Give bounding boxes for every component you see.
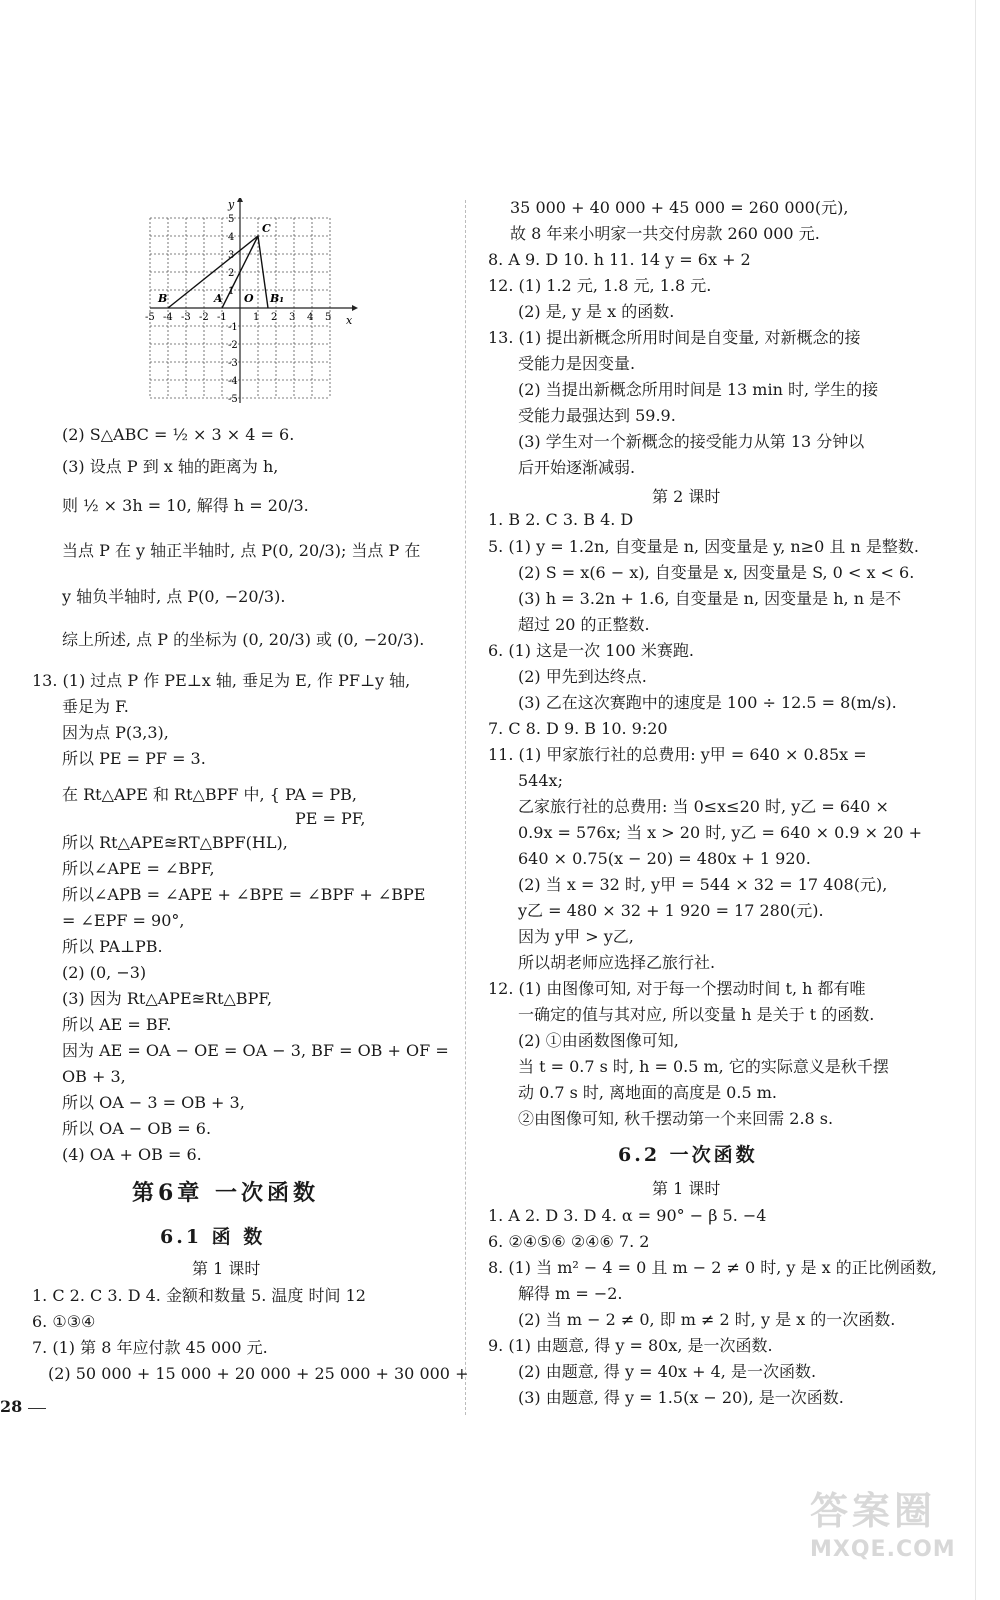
right-line-21: 11. (1) 甲家旅行社的总费用: y甲 = 640 × 0.85x = (488, 745, 867, 764)
y-tick-label: 2 (228, 268, 235, 279)
left-line-24: 所以 OA − OB = 6. (62, 1119, 212, 1138)
right-line-35: ②由图像可知, 秋千摆动第一个来回需 2.8 s. (518, 1109, 834, 1128)
left-line-23: 所以 OA − 3 = OB + 3, (62, 1093, 245, 1112)
chapter-title: 第6章 一次函数 (132, 1180, 319, 1206)
page-number-rule (28, 1408, 46, 1409)
left-line-1: (2) S△ABC = ½ × 3 × 4 = 6. (62, 425, 295, 444)
right-line-22: 544x; (518, 771, 563, 790)
left-line-15: 所以∠APB = ∠APE + ∠BPE = ∠BPF + ∠BPE (62, 885, 426, 904)
answers-line-1: 1. C 2. C 3. D 4. 金额和数量 5. 温度 时间 12 (32, 1286, 366, 1305)
y-tick-label: 4 (228, 232, 235, 243)
y-tick-label: 3 (228, 250, 235, 261)
right-line-2: 故 8 年来小明家一共交付房款 260 000 元. (510, 224, 820, 243)
left-line-8: 垂足为 F. (62, 697, 129, 716)
column-divider (465, 200, 466, 1415)
right-line-43: (3) 由题意, 得 y = 1.5(x − 20), 是一次函数. (518, 1388, 844, 1407)
y-tick-label: 1 (228, 286, 235, 297)
left-line-5: y 轴负半轴时, 点 P(0, −20/3). (62, 587, 286, 606)
lesson-3-title: 第 1 课时 (652, 1179, 721, 1198)
right-line-38: 8. (1) 当 m² − 4 = 0 且 m − 2 ≠ 0 时, y 是 x 的正比例函数, (488, 1258, 937, 1277)
y-tick-label: -1 (228, 322, 238, 333)
x-tick-label: 2 (271, 312, 278, 323)
point-b1-label: B₁ (270, 292, 285, 305)
left-line-16: = ∠EPF = 90°, (62, 911, 185, 930)
right-line-32: (2) ①由函数图像可知, (518, 1031, 679, 1050)
y-tick-label: -5 (228, 394, 238, 405)
left-line-13: 所以 Rt△APE≊RT△BPF(HL), (62, 833, 288, 852)
right-line-34: 动 0.7 s 时, 离地面的高度是 0.5 m. (518, 1083, 777, 1102)
right-line-29: 所以胡老师应选择乙旅行社. (518, 953, 716, 972)
right-line-20: 7. C 8. D 9. B 10. 9:20 (488, 719, 668, 738)
left-line-11: 在 Rt△APE 和 Rt△BPF 中, { PA = PB, (62, 785, 358, 804)
left-line-20: 所以 AE = BF. (62, 1015, 172, 1034)
y-tick-label: -3 (228, 358, 238, 369)
y-tick-label: -4 (228, 376, 238, 387)
page-number: 28 (0, 1397, 23, 1416)
y-axis-label: y (228, 198, 235, 211)
left-line-18: (2) (0, −3) (62, 963, 147, 982)
x-tick-label: 1 (253, 312, 260, 323)
right-line-31: 一确定的值与其对应, 所以变量 h 是关于 t 的函数. (518, 1005, 875, 1024)
x-tick-label: -4 (163, 312, 173, 323)
right-line-9: 受能力最强达到 59.9. (518, 406, 676, 425)
coordinate-graph (140, 198, 360, 408)
right-line-25: 640 × 0.75(x − 20) = 480x + 1 920. (518, 849, 811, 868)
left-line-9: 因为点 P(3,3), (62, 723, 169, 742)
left-line-3: 则 ½ × 3h = 10, 解得 h = 20/3. (62, 496, 309, 515)
right-line-28: 因为 y甲 > y乙, (518, 927, 634, 946)
section-2-title: 6.2 一次函数 (618, 1144, 758, 1166)
watermark (810, 1480, 980, 1590)
x-tick-label: -1 (217, 312, 227, 323)
left-line-14: 所以∠APE = ∠BPF, (62, 859, 215, 878)
right-line-40: (2) 当 m − 2 ≠ 0, 即 m ≠ 2 时, y 是 x 的一次函数. (518, 1310, 896, 1329)
right-line-5: (2) 是, y 是 x 的函数. (518, 302, 675, 321)
right-line-41: 9. (1) 由题意, 得 y = 80x, 是一次函数. (488, 1336, 773, 1355)
right-line-37: 6. ②④⑤⑥ ②④⑥ 7. 2 (488, 1232, 650, 1251)
page-edge (975, 0, 1000, 1600)
right-line-7: 受能力是因变量. (518, 354, 636, 373)
left-line-6: 综上所述, 点 P 的坐标为 (0, 20/3) 或 (0, −20/3). (62, 630, 425, 649)
x-tick-label: -5 (145, 312, 155, 323)
left-line-21: 因为 AE = OA − OE = OA − 3, BF = OB + OF = (62, 1041, 449, 1060)
right-line-39: 解得 m = −2. (518, 1284, 623, 1303)
right-line-33: 当 t = 0.7 s 时, h = 0.5 m, 它的实际意义是秋千摆 (518, 1057, 889, 1076)
x-axis-label: x (346, 314, 353, 327)
watermark-url: MXQE.COM (810, 1537, 956, 1562)
point-b-label: B (158, 292, 168, 305)
x-tick-label: 4 (307, 312, 314, 323)
right-line-10: (3) 学生对一个新概念的接受能力从第 13 分钟以 (518, 432, 865, 451)
origin-label: O (244, 292, 254, 305)
left-line-12: PE = PF, (295, 809, 366, 828)
left-line-22: OB + 3, (62, 1067, 126, 1086)
right-line-23: 乙家旅行社的总费用: 当 0≤x≤20 时, y乙 = 640 × (518, 797, 889, 816)
right-line-42: (2) 由题意, 得 y = 40x + 4, 是一次函数. (518, 1362, 817, 1381)
right-line-13: 5. (1) y = 1.2n, 自变量是 n, 因变量是 y, n≥0 且 n 是整数. (488, 537, 919, 556)
x-tick-label: 5 (325, 312, 332, 323)
section-title: 6.1 函 数 (160, 1226, 266, 1248)
right-line-12: 1. B 2. C 3. B 4. D (488, 510, 634, 529)
answers-line-3: 7. (1) 第 8 年应付款 45 000 元. (32, 1338, 268, 1357)
right-line-8: (2) 当提出新概念所用时间是 13 min 时, 学生的接 (518, 380, 879, 399)
right-line-11: 后开始逐渐减弱. (518, 458, 636, 477)
right-line-19: (3) 乙在这次赛跑中的速度是 100 ÷ 12.5 = 8(m/s). (518, 693, 897, 712)
x-tick-label: 3 (289, 312, 296, 323)
point-c-label: C (262, 222, 271, 235)
right-line-1: 35 000 + 40 000 + 45 000 = 260 000(元), (510, 198, 849, 217)
left-line-17: 所以 PA⊥PB. (62, 937, 163, 956)
answers-line-2: 6. ①③④ (32, 1312, 96, 1331)
right-line-18: (2) 甲先到达终点. (518, 667, 647, 686)
right-line-14: (2) S = x(6 − x), 自变量是 x, 因变量是 S, 0 < x < 6. (518, 563, 915, 582)
right-line-26: (2) 当 x = 32 时, y甲 = 544 × 32 = 17 408(元), (518, 875, 888, 894)
left-line-2: (3) 设点 P 到 x 轴的距离为 h, (62, 457, 279, 476)
right-line-4: 12. (1) 1.2 元, 1.8 元, 1.8 元. (488, 276, 712, 295)
right-line-27: y乙 = 480 × 32 + 1 920 = 17 280(元). (518, 901, 824, 920)
x-tick-label: -3 (181, 312, 191, 323)
y-tick-label: -2 (228, 340, 238, 351)
right-line-24: 0.9x = 576x; 当 x > 20 时, y乙 = 640 × 0.9 × 20 + (518, 823, 923, 842)
y-tick-label: 5 (228, 214, 235, 225)
answers-line-4: (2) 50 000 + 15 000 + 20 000 + 25 000 + 30 000 + (48, 1364, 469, 1383)
x-tick-label: -2 (199, 312, 209, 323)
lesson-title: 第 1 课时 (192, 1259, 261, 1278)
point-a-label: A (214, 292, 223, 305)
lesson-2-title: 第 2 课时 (652, 487, 721, 506)
left-line-7: 13. (1) 过点 P 作 PE⊥x 轴, 垂足为 E, 作 PF⊥y 轴, (32, 671, 411, 690)
right-line-16: 超过 20 的正整数. (518, 615, 650, 634)
right-line-36: 1. A 2. D 3. D 4. α = 90° − β 5. −4 (488, 1206, 767, 1225)
left-line-19: (3) 因为 Rt△APE≊Rt△BPF, (62, 989, 273, 1008)
right-line-15: (3) h = 3.2n + 1.6, 自变量是 n, 因变量是 h, n 是不 (518, 589, 902, 608)
right-line-30: 12. (1) 由图像可知, 对于每一个摆动时间 t, h 都有唯 (488, 979, 866, 998)
left-line-4: 当点 P 在 y 轴正半轴时, 点 P(0, 20/3); 当点 P 在 (62, 541, 421, 560)
watermark-logo-text: 答案圈 (810, 1489, 937, 1533)
right-line-3: 8. A 9. D 10. h 11. 14 y = 6x + 2 (488, 250, 751, 269)
left-line-10: 所以 PE = PF = 3. (62, 749, 206, 768)
right-line-6: 13. (1) 提出新概念所用时间是自变量, 对新概念的接 (488, 328, 861, 347)
right-line-17: 6. (1) 这是一次 100 米赛跑. (488, 641, 694, 660)
left-line-25: (4) OA + OB = 6. (62, 1145, 202, 1164)
